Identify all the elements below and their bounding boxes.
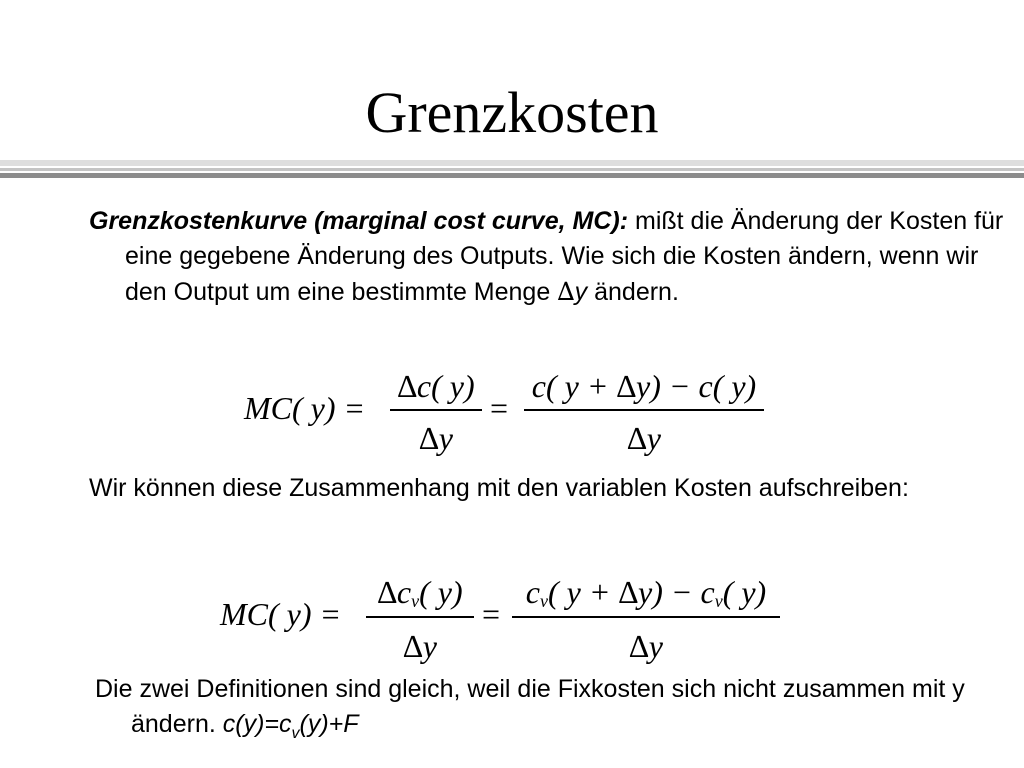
definition-tail: ändern. [587, 278, 679, 306]
fraction-bar [524, 409, 764, 411]
equals-sign: = [482, 596, 501, 632]
fraction-numerator: ∆c( y) [397, 368, 475, 404]
fraction-delta-c [390, 368, 482, 458]
formula-part: (y)+F [299, 710, 359, 738]
equation-marginal-cost [244, 368, 774, 458]
subscript-v: v [411, 591, 420, 611]
subscript-v: v [714, 591, 723, 611]
fraction-denominator: ∆y [419, 420, 453, 456]
numerator-part: ( y) [722, 574, 767, 610]
numerator-part: ( y) [419, 574, 463, 610]
fraction-bar [512, 616, 780, 618]
fraction-bar [366, 616, 474, 618]
numerator-part: ( y + ∆y) − c [548, 574, 715, 610]
delta-variable: y [574, 278, 588, 306]
subscript-v: v [540, 591, 548, 611]
fraction-denominator: ∆y [629, 628, 663, 664]
fraction-denominator: ∆y [403, 628, 437, 664]
fraction-delta-cv [366, 574, 474, 666]
equation-lhs: MC( y) = [244, 390, 366, 426]
equals-sign: = [490, 390, 509, 426]
numerator-part: c [525, 574, 540, 610]
title-divider-dark [0, 173, 1024, 178]
formula-part: c(y)=c [222, 710, 292, 738]
delta-symbol: ∆ [557, 277, 575, 306]
conclusion-paragraph [95, 672, 971, 751]
definition-text: mißt die Änderung der Kosten für eine gegebene Änderung des Outputs. Wie sich die Kosten ändern, wenn wir den Output um eine bestimmte Menge [125, 207, 1004, 306]
title-divider-light [0, 160, 1024, 166]
definition-term: Grenzkostenkurve (marginal cost curve, MC): [89, 207, 629, 235]
fraction-numerator [366, 574, 474, 612]
fraction-numerator: c( y + ∆y) − c( y) [531, 368, 757, 404]
equation-marginal-variable-cost [220, 574, 790, 666]
formula-subscript: v [291, 725, 300, 742]
conclusion-text: Die zwei Definitionen sind gleich, weil die Fixkosten sich nicht zusammen mit y ändern. [95, 675, 965, 738]
numerator-part: ∆c [377, 574, 412, 610]
title-divider-mid [0, 168, 1024, 171]
fraction-denominator: ∆y [627, 420, 661, 456]
fraction-difference [524, 368, 764, 458]
definition-paragraph [89, 204, 1005, 310]
equation-lhs: MC( y) = [220, 596, 342, 632]
conclusion-formula [222, 710, 359, 742]
variable-cost-paragraph: Wir können diese Zusammenhang mit den variablen Kosten aufschreiben: [89, 474, 909, 502]
fraction-bar [390, 409, 482, 411]
slide-title: Grenzkosten [365, 80, 659, 145]
fraction-difference [512, 574, 780, 666]
fraction-numerator [512, 574, 780, 612]
